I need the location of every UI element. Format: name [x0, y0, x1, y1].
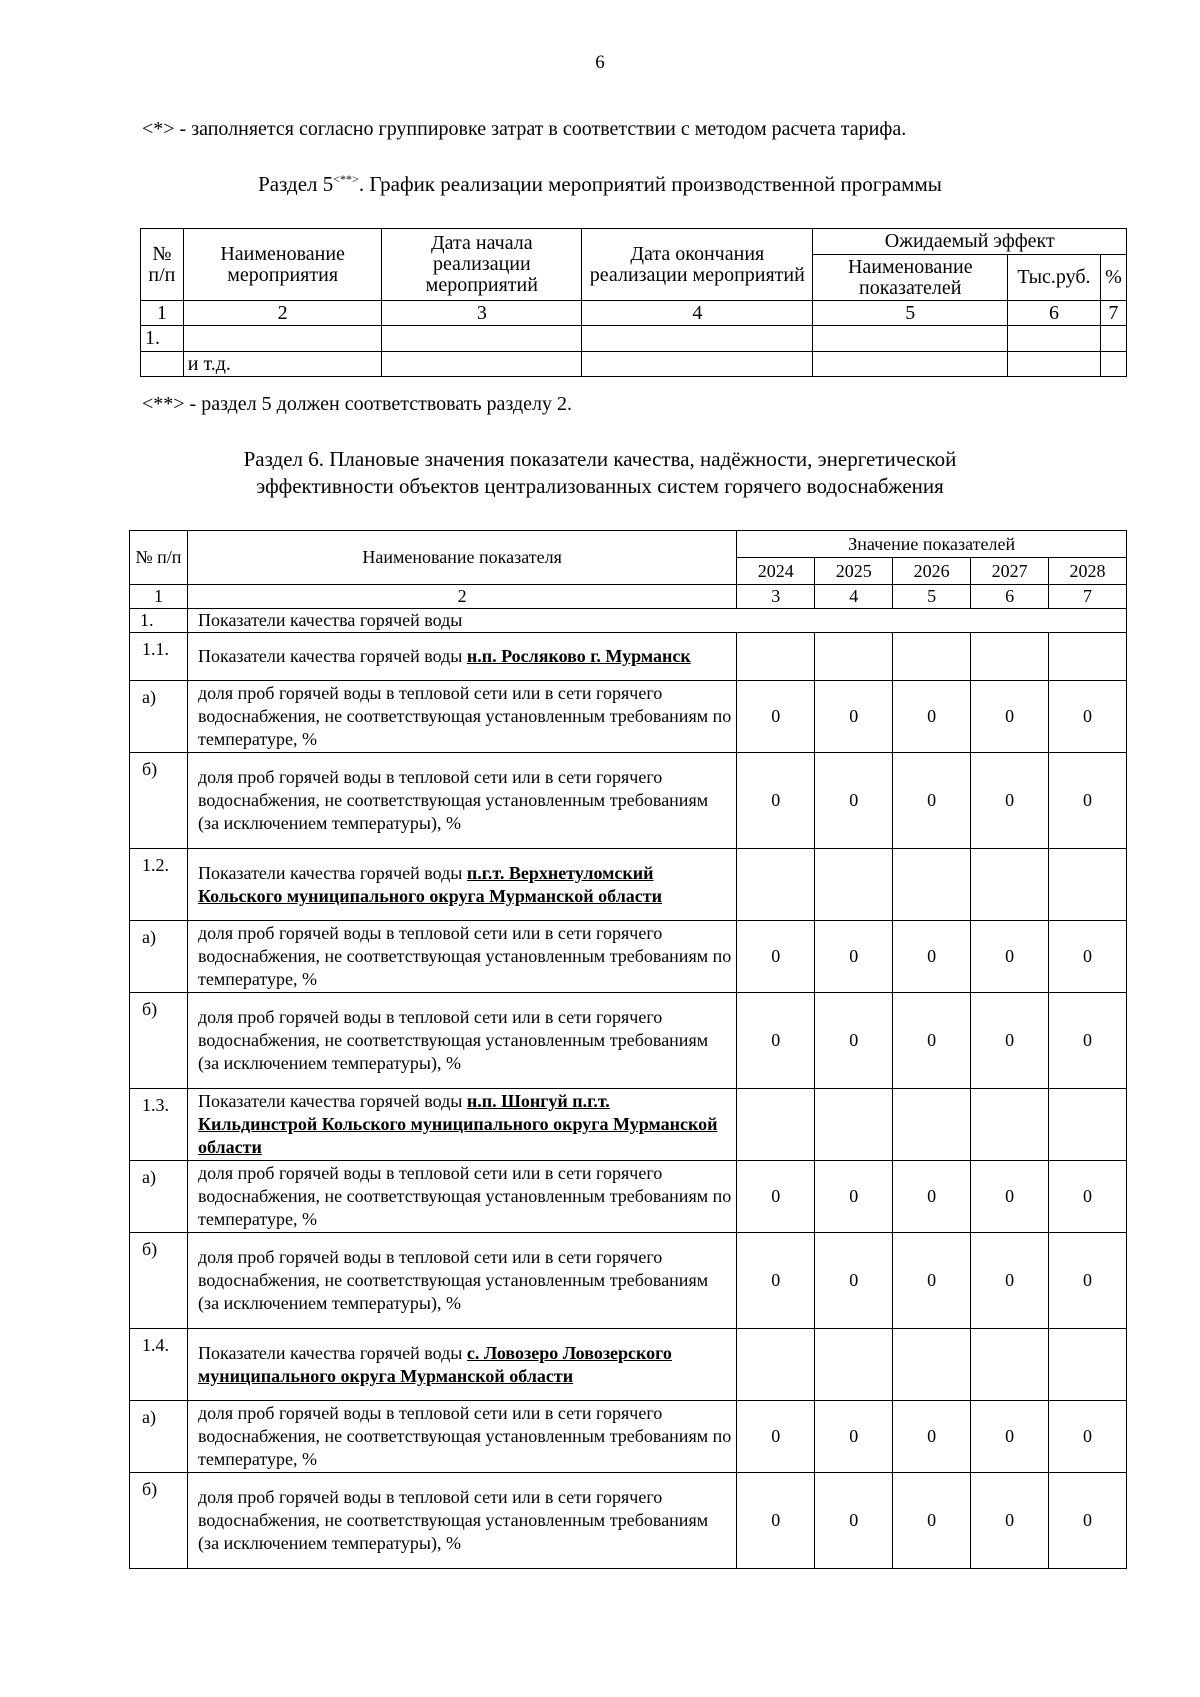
empty-cell [1049, 633, 1127, 681]
indicator-value: 0 [815, 1233, 893, 1329]
subgroup-prefix: Показатели качества горячей воды [197, 1091, 467, 1111]
section5-title [0, 166, 1200, 198]
row-letter: б) [130, 1233, 188, 1329]
col-number: 3 [737, 585, 815, 609]
indicator-value: 0 [737, 681, 815, 753]
col-number: 3 [382, 301, 582, 326]
empty-cell [815, 1329, 893, 1401]
table-row [141, 352, 1127, 377]
empty-cell [815, 849, 893, 921]
indicator-value: 0 [971, 921, 1049, 993]
footnote-tariff: <*> - заполняется согласно группировке затрат в соответствии с методом расчета тарифа. [142, 118, 907, 140]
section5-table [140, 228, 1127, 377]
indicator-value: 0 [815, 1401, 893, 1473]
indicator-value: 0 [1049, 1233, 1127, 1329]
col-number: 1 [141, 301, 184, 326]
col-number: 6 [971, 585, 1049, 609]
indicator-value: 0 [971, 1473, 1049, 1569]
col-number: 1 [130, 585, 188, 609]
empty-cell [382, 352, 582, 377]
column-number-row [130, 585, 1127, 609]
empty-cell [815, 633, 893, 681]
indicator-value: 0 [1049, 993, 1127, 1089]
indicator-value: 0 [737, 1233, 815, 1329]
table-row [130, 1161, 1127, 1233]
header-thousand-rub: Тыс.руб. [1008, 255, 1101, 301]
empty-cell [737, 849, 815, 921]
row-letter: а) [130, 1401, 188, 1473]
section6-title [0, 446, 1200, 500]
row-num: 1. [141, 326, 184, 352]
indicator-description: доля проб горячей воды в тепловой сети или в сети горячего водоснабжения, не соответствующая установленным требованиям (за исключением температуры), % [187, 753, 736, 849]
indicator-value: 0 [893, 1473, 971, 1569]
header-num: № п/п [141, 229, 184, 301]
empty-cell [1049, 1329, 1127, 1401]
indicator-description: доля проб горячей воды в тепловой сети или в сети горячего водоснабжения, не соответствующая установленным требованиям по температуре, % [187, 1161, 736, 1233]
table-row [141, 326, 1127, 352]
column-number-row [141, 301, 1127, 326]
row-etc: и т.д. [183, 352, 382, 377]
header-year: 2028 [1049, 558, 1127, 585]
empty-cell [1049, 1089, 1127, 1161]
empty-cell [737, 1089, 815, 1161]
subgroup-location: н.п. Шонгуй п.г.т. Кильдинстрой Кольского муниципального округа Мурманской области [197, 1091, 718, 1157]
row-letter: б) [130, 753, 188, 849]
col-number: 7 [1100, 301, 1126, 326]
indicator-value: 0 [815, 993, 893, 1089]
section6-table [129, 530, 1127, 1569]
subgroup-row [130, 1329, 1127, 1401]
subgroup-num: 1.2. [130, 849, 188, 921]
empty-cell [737, 1329, 815, 1401]
empty-cell [813, 352, 1008, 377]
empty-cell [971, 849, 1049, 921]
header-event-name: Наименование мероприятия [183, 229, 382, 301]
subgroup-prefix: Показатели качества горячей воды [197, 862, 467, 883]
table-row [130, 921, 1127, 993]
header-year: 2027 [971, 558, 1049, 585]
subgroup-num: 1.4. [130, 1329, 188, 1401]
indicator-value: 0 [893, 1233, 971, 1329]
indicator-value: 0 [971, 993, 1049, 1089]
table-row [130, 1401, 1127, 1473]
empty-cell [893, 1089, 971, 1161]
indicator-value: 0 [893, 1401, 971, 1473]
header-values: Значение показателей [737, 531, 1127, 558]
subgroup-title [187, 849, 736, 921]
subgroup-location: н.п. Росляково г. Мурманск [466, 646, 691, 666]
indicator-description: доля проб горячей воды в тепловой сети или в сети горячего водоснабжения, не соответствующая установленным требованиям по температуре, % [187, 1401, 736, 1473]
indicator-value: 0 [1049, 753, 1127, 849]
header-indicator-name: Наименование показателей [813, 255, 1008, 301]
header-year: 2026 [893, 558, 971, 585]
header-year: 2025 [815, 558, 893, 585]
indicator-value: 0 [1049, 1401, 1127, 1473]
subgroup-num: 1.1. [130, 633, 188, 681]
row-letter: б) [130, 993, 188, 1089]
col-number: 4 [582, 301, 813, 326]
indicator-value: 0 [737, 921, 815, 993]
subgroup-row [130, 633, 1127, 681]
subgroup-location: с. Ловозеро Ловозерского муниципального округа Мурманской области [197, 1342, 672, 1386]
table-row [130, 993, 1127, 1089]
indicator-value: 0 [1049, 681, 1127, 753]
empty-cell [971, 1089, 1049, 1161]
indicator-value: 0 [1049, 921, 1127, 993]
subgroup-prefix: Показатели качества горячей воды [197, 646, 467, 666]
indicator-value: 0 [971, 681, 1049, 753]
footnote-section5: <**> - раздел 5 должен соответствовать разделу 2. [142, 393, 573, 415]
empty-cell [893, 1329, 971, 1401]
indicator-description: доля проб горячей воды в тепловой сети или в сети горячего водоснабжения, не соответствующая установленным требованиям (за исключением температуры), % [187, 1473, 736, 1569]
subgroup-row [130, 1089, 1127, 1161]
indicator-description: доля проб горячей воды в тепловой сети или в сети горячего водоснабжения, не соответствующая установленным требованиям по температуре, % [187, 681, 736, 753]
subgroup-title [187, 633, 736, 681]
empty-cell [971, 633, 1049, 681]
subgroup-row [130, 849, 1127, 921]
indicator-value: 0 [971, 753, 1049, 849]
empty-cell [141, 352, 184, 377]
empty-cell [183, 326, 382, 352]
empty-cell [893, 849, 971, 921]
empty-cell [1100, 326, 1126, 352]
indicator-value: 0 [893, 681, 971, 753]
section5-title-prefix: Раздел 5 [258, 172, 334, 196]
indicator-value: 0 [893, 921, 971, 993]
group-label: Показатели качества горячей воды [187, 609, 1126, 633]
empty-cell [1008, 326, 1101, 352]
group-row [130, 609, 1127, 633]
subgroup-location: п.г.т. Верхнетуломский Кольского муниципального округа Мурманской области [197, 862, 663, 906]
empty-cell [1100, 352, 1126, 377]
indicator-value: 0 [1049, 1473, 1127, 1569]
table-row [130, 1473, 1127, 1569]
empty-cell [582, 352, 813, 377]
indicator-value: 0 [815, 921, 893, 993]
empty-cell [382, 326, 582, 352]
indicator-value: 0 [737, 993, 815, 1089]
section5-title-rest: . График реализации мероприятий производственной программы [358, 172, 942, 196]
header-indicator-name: Наименование показателя [187, 531, 736, 585]
indicator-value: 0 [1049, 1161, 1127, 1233]
col-number: 6 [1008, 301, 1101, 326]
table-row [130, 753, 1127, 849]
indicator-value: 0 [815, 1473, 893, 1569]
indicator-description: доля проб горячей воды в тепловой сети или в сети горячего водоснабжения, не соответствующая установленным требованиям по температуре, % [187, 921, 736, 993]
indicator-value: 0 [737, 1473, 815, 1569]
subgroup-prefix: Показатели качества горячей воды [197, 1342, 467, 1363]
header-end-date: Дата окончания реализации мероприятий [582, 229, 813, 301]
header-expected-effect: Ожидаемый эффект [813, 229, 1127, 255]
empty-cell [893, 633, 971, 681]
empty-cell [1008, 352, 1101, 377]
indicator-value: 0 [971, 1233, 1049, 1329]
table-row [130, 1233, 1127, 1329]
row-letter: а) [130, 681, 188, 753]
page-number: 6 [595, 52, 605, 73]
row-letter: а) [130, 921, 188, 993]
indicator-description: доля проб горячей воды в тепловой сети или в сети горячего водоснабжения, не соответствующая установленным требованиям (за исключением температуры), % [187, 993, 736, 1089]
indicator-value: 0 [737, 1401, 815, 1473]
indicator-value: 0 [815, 1161, 893, 1233]
subgroup-title [187, 1089, 736, 1161]
subgroup-num: 1.3. [130, 1089, 188, 1161]
indicator-description: доля проб горячей воды в тепловой сети или в сети горячего водоснабжения, не соответствующая установленным требованиям (за исключением температуры), % [187, 1233, 736, 1329]
row-letter: б) [130, 1473, 188, 1569]
header-percent: % [1100, 255, 1126, 301]
col-number: 5 [813, 301, 1008, 326]
empty-cell [737, 633, 815, 681]
group-num: 1. [130, 609, 188, 633]
indicator-value: 0 [893, 993, 971, 1089]
indicator-value: 0 [737, 1161, 815, 1233]
indicator-value: 0 [893, 753, 971, 849]
table-row [130, 681, 1127, 753]
col-number: 2 [183, 301, 382, 326]
section5-title-sup: <**> [333, 172, 359, 186]
subgroup-title [187, 1329, 736, 1401]
header-year: 2024 [737, 558, 815, 585]
col-number: 2 [187, 585, 736, 609]
col-number: 4 [815, 585, 893, 609]
indicator-value: 0 [971, 1401, 1049, 1473]
header-start-date: Дата начала реализации мероприятий [382, 229, 582, 301]
empty-cell [813, 326, 1008, 352]
col-number: 5 [893, 585, 971, 609]
section6-title-line2: эффективности объектов централизованных систем горячего водоснабжения [256, 474, 944, 498]
indicator-value: 0 [971, 1161, 1049, 1233]
section6-title-line1: Раздел 6. Плановые значения показатели качества, надёжности, энергетической [243, 447, 957, 471]
indicator-value: 0 [893, 1161, 971, 1233]
row-letter: а) [130, 1161, 188, 1233]
indicator-value: 0 [815, 753, 893, 849]
col-number: 7 [1049, 585, 1127, 609]
indicator-value: 0 [815, 681, 893, 753]
indicator-value: 0 [737, 753, 815, 849]
header-num: № п/п [130, 531, 188, 585]
empty-cell [582, 326, 813, 352]
empty-cell [815, 1089, 893, 1161]
empty-cell [971, 1329, 1049, 1401]
empty-cell [1049, 849, 1127, 921]
